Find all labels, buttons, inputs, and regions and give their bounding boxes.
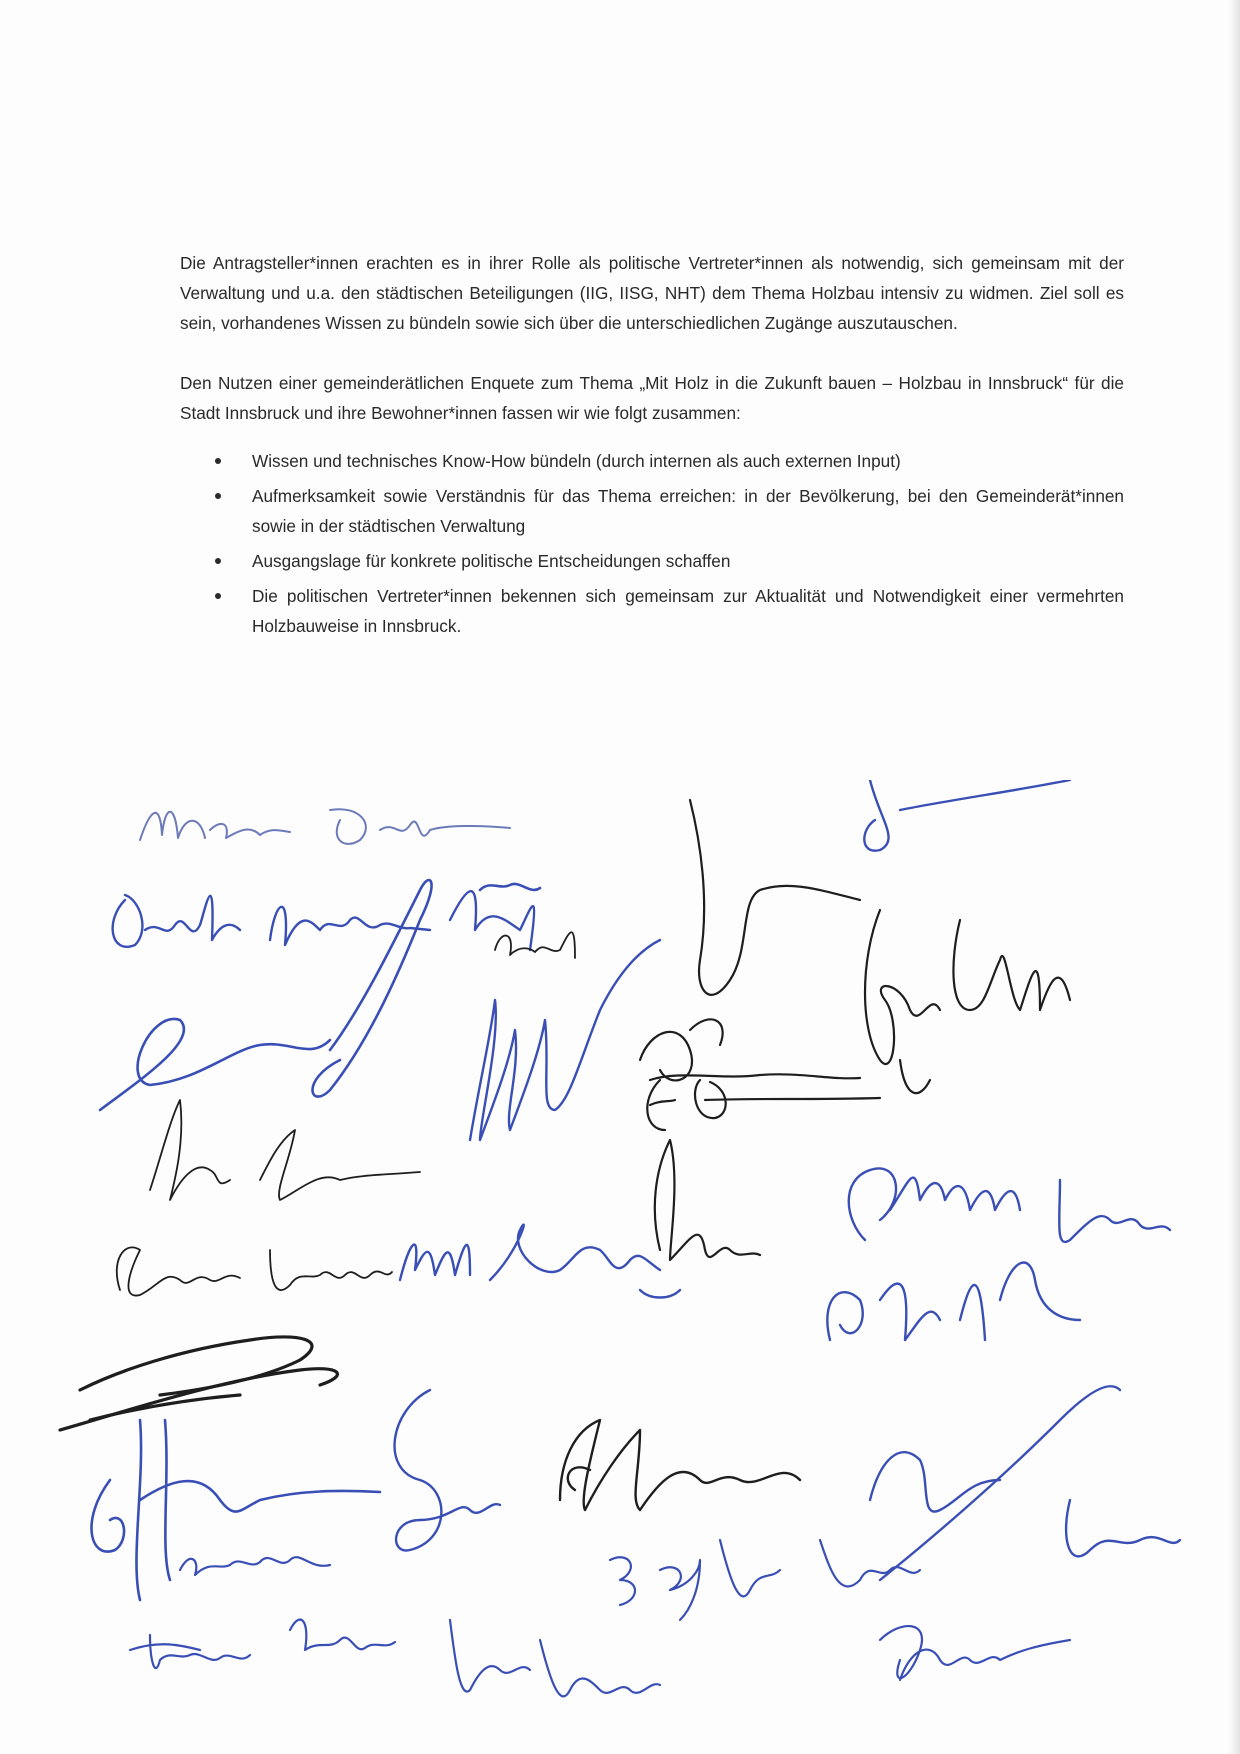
signature-middle-script bbox=[400, 1225, 680, 1298]
bullet-icon bbox=[215, 458, 221, 464]
bullet-icon bbox=[215, 558, 221, 564]
bullet-icon bbox=[215, 493, 221, 499]
signature-black-mulli bbox=[560, 1420, 800, 1510]
list-item bbox=[252, 446, 1124, 476]
benefits-list bbox=[180, 446, 1124, 641]
list-item-text: Wissen und technisches Know-How bündeln (durch internen als auch externen Input) bbox=[252, 451, 901, 471]
signature-riegler bbox=[130, 1620, 395, 1669]
list-item-text: Ausgangslage für konkrete politische Entscheidungen schaffen bbox=[252, 551, 731, 571]
signature-lukovic bbox=[117, 1247, 392, 1295]
signature-black-dkta bbox=[655, 1140, 760, 1260]
list-item-text: Aufmerksamkeit sowie Verständnis für das Thema erreichen: in der Bevölkerung, bei den Gemeinderät*innen sowie in der städtischen Verwaltung bbox=[252, 486, 1124, 536]
paragraph-benefits: Den Nutzen einer gemeinderätlichen Enquete zum Thema „Mit Holz in die Zukunft bauen – Holzbau in Innsbruck“ für die Stadt Innsbruck und ihre Bewohner*innen fassen wir wie folgt zusammen: bbox=[180, 373, 1124, 423]
signature-krammer-stark bbox=[113, 891, 534, 950]
signature-black-top bbox=[640, 800, 860, 1080]
signature-kaufmann bbox=[827, 1168, 1170, 1340]
list-item-text: Die politischen Vertreter*innen bekennen sich gemeinsam zur Aktualität und Notwendigkeit einer vermehrten Holzbauweise in Innsbruck. bbox=[252, 586, 1124, 636]
list-item bbox=[252, 581, 1124, 641]
list-item bbox=[252, 481, 1124, 541]
signature-wallas bbox=[450, 1620, 660, 1696]
signature-blue-left bbox=[91, 1420, 380, 1600]
signatures-drawing bbox=[0, 780, 1240, 1754]
paragraph-intro: Die Antragsteller*innen erachten es in ihrer Rolle als politische Vertreter*innen als notwendig, sich gemeinsam mit der Verwaltung und u.a. den städtischen Beteiligungen (IIG, IISG, NHT) dem Thema Holzbau intensiv zu widmen. Ziel soll es sein, vorhandenes Wissen zu bündeln sowie sich über die unterschiedlichen Zugänge auszutauschen. bbox=[180, 253, 1124, 333]
signature-black-left bbox=[150, 1100, 420, 1200]
list-item bbox=[252, 546, 1124, 576]
signature-duftner bbox=[140, 809, 510, 844]
signature-hug-will bbox=[865, 910, 1070, 1093]
bullet-icon bbox=[215, 593, 221, 599]
signature-middle-blue bbox=[470, 940, 660, 1140]
signature-walter bbox=[820, 1540, 1070, 1680]
signature-dindl bbox=[495, 932, 575, 958]
signature-number bbox=[610, 1540, 780, 1620]
signature-e-line bbox=[647, 1080, 880, 1130]
signature-large-loop bbox=[100, 880, 540, 1110]
signature-blue-right bbox=[870, 1386, 1180, 1580]
signature-top-right bbox=[864, 780, 1070, 851]
signature-blue-s bbox=[395, 1390, 500, 1550]
signature-black-crossed bbox=[60, 1337, 337, 1430]
signature-bottom-left bbox=[180, 1557, 330, 1575]
signatures-area bbox=[0, 780, 1240, 1754]
document-body bbox=[180, 248, 1124, 646]
